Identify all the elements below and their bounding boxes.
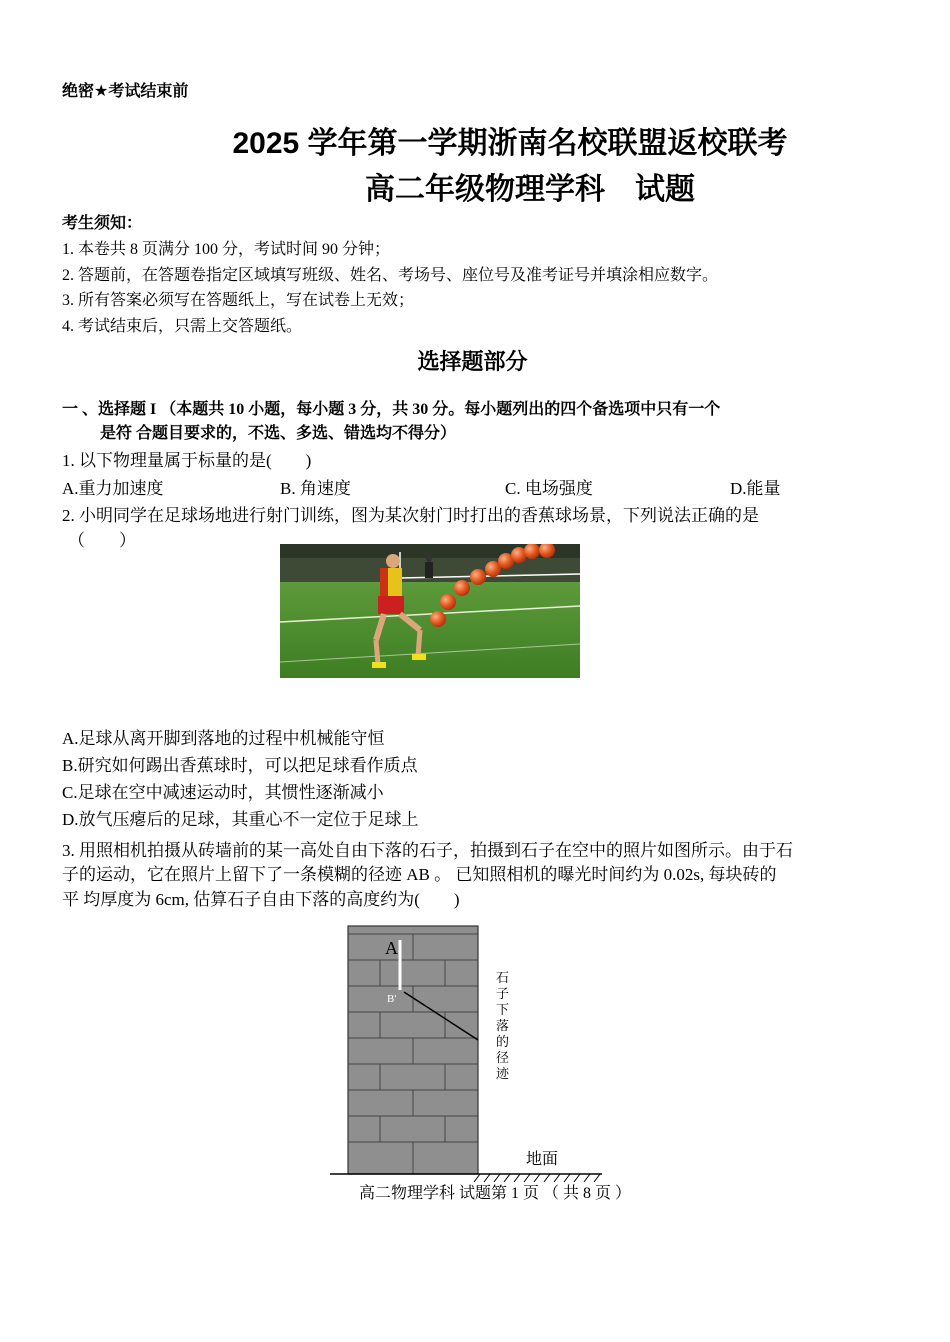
q3-stem-cont: 子的运动，它在照片上留下了一条模糊的径迹 AB 。 已知照相机的曝光时间约为 0.02s, 每块砖的	[62, 865, 777, 884]
notice-item: 4. 考试结束后，只需上交答题纸。	[62, 318, 303, 335]
notice-item: 2. 答题前，在答题卷指定区域填写班级、姓名、考场号、座位号及准考证号并填涂相应数字。	[62, 267, 719, 284]
q2-option-c: C.足球在空中减速运动时，其惯性逐渐减小	[62, 783, 384, 802]
part-heading: 一 、选择题 I （本题共 10 小题，每小题 3 分，共 30 分。每小题列出的四个备选项中只有一个	[62, 401, 721, 418]
trajectory-label	[496, 971, 510, 1082]
q1-option-c: C. 电场强度	[505, 479, 593, 498]
q3-stem: 3. 用照相机拍摄从砖墙前的某一高处自由下落的石子，拍摄到石子在空中的照片如图所示。由于石	[62, 841, 793, 860]
svg-text:石: 石	[496, 971, 510, 986]
q2-stem-cont: （ ）	[68, 531, 136, 550]
q1-stem: 1. 以下物理量属于标量的是( )	[62, 451, 312, 470]
exam-subtitle: 高二年级物理学科 试题	[365, 173, 695, 206]
label-b: B'	[387, 993, 397, 1005]
secret-mark: 绝密★考试结束前	[62, 83, 189, 100]
part-heading-cont: 是符 合题目要求的，不选、多选、错选均不得分）	[100, 425, 457, 442]
svg-text:落: 落	[496, 1019, 510, 1034]
page-footer: 高二物理学科 试题第 1 页 （ 共 8 页 ）	[358, 1185, 631, 1202]
section-title: 选择题部分	[417, 349, 528, 374]
notice-item: 1. 本卷共 8 页满分 100 分，考试时间 90 分钟；	[62, 241, 391, 258]
exam-title: 2025 学年第一学期浙南名校联盟返校联考	[232, 127, 788, 160]
svg-text:径: 径	[496, 1051, 510, 1066]
q1-option-a: A.重力加速度	[62, 479, 164, 498]
brick-wall-figure	[330, 922, 620, 1184]
svg-text:迹: 迹	[496, 1067, 510, 1082]
q3-stem-cont2: 平 均厚度为 6cm, 估算石子自由下落的高度约为( )	[62, 890, 460, 909]
q1-option-d: D.能量	[730, 479, 781, 498]
notice-item: 3. 所有答案必须写在答题纸上，写在试卷上无效；	[62, 292, 415, 309]
ground-label: 地面	[526, 1149, 559, 1168]
q2-option-a: A.足球从离开脚到落地的过程中机械能守恒	[62, 729, 385, 748]
q2-stem: 2. 小明同学在足球场地进行射门训练，图为某次射门时打出的香蕉球场景，下列说法正确的是	[62, 506, 759, 525]
svg-text:下: 下	[496, 1003, 510, 1018]
q1-option-b: B. 角速度	[280, 479, 351, 498]
notice-heading: 考生须知：	[62, 215, 143, 232]
label-a: A	[385, 938, 398, 958]
svg-text:的: 的	[496, 1035, 510, 1050]
q2-option-d: D.放气压瘪后的足球，其重心不一定位于足球上	[62, 810, 419, 829]
svg-text:子: 子	[496, 987, 510, 1002]
q2-option-b: B.研究如何踢出香蕉球时，可以把足球看作质点	[62, 756, 418, 775]
banana-kick-photo	[280, 544, 580, 678]
